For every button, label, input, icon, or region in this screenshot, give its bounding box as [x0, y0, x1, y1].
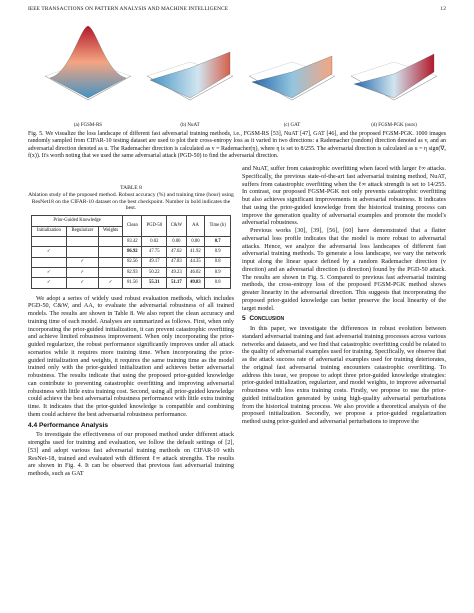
- table-cell: [99, 236, 123, 246]
- subcaption-b: (b) NuAT: [180, 123, 200, 128]
- col-clean: Clean: [123, 216, 142, 237]
- section-title: Conclusion: [249, 315, 285, 323]
- surface-nuat: [142, 18, 238, 118]
- table-cell: 82.56: [123, 257, 142, 267]
- col-weights: Weights: [99, 226, 123, 236]
- table-cell: 49.17: [142, 257, 167, 267]
- paragraph-nuat: and NuAT, suffer from catastrophic overfitting when faced with larger ℓ∞ attacks. Specifically, the previous state-of-the-art fast adversarial training method, NuAT, suffers from catastrophic overfitting when the ℓ∞ attack strength is set to 14/255. In contrast, our proposed FGSM-PGK not only prevents catastrophic overfitting but also achieves significant improvements in adversarial robustness. It indicates that using the prior-guided knowledge from the historical training process can improve the generation quality of adversarial examples and promote the model's adversarial robustness.: [242, 165, 446, 227]
- table-cell: 50.22: [142, 267, 167, 277]
- section-title: Performance Analysis: [39, 421, 109, 429]
- table-cell: 47.83: [167, 257, 186, 267]
- right-column: [242, 165, 446, 426]
- table-cell: 46.02: [186, 267, 205, 277]
- loss-landscape-figure: [40, 18, 440, 130]
- col-pgd50: PGD-50: [142, 216, 167, 237]
- table-cell: ✓: [99, 278, 123, 288]
- table-caption-block: [28, 185, 234, 212]
- table-row: [32, 267, 231, 277]
- surface-gat: [244, 18, 340, 118]
- plot-fgsm-rs: [40, 18, 136, 128]
- table-cell: 86.92: [123, 247, 142, 257]
- table-cell: 47.75: [142, 247, 167, 257]
- table-cell: 0.7: [205, 236, 231, 246]
- table-cell: [32, 257, 67, 267]
- col-cw: C&W: [167, 216, 186, 237]
- table-cell: ✓: [32, 267, 67, 277]
- col-initialization: Initialization: [32, 226, 67, 236]
- table-cell: [99, 267, 123, 277]
- col-time: Time (h): [205, 216, 231, 237]
- subcaption-d: (d) FGSM-PGK (ours): [371, 123, 417, 128]
- table-cell: 55.31: [142, 278, 167, 288]
- table-cell: 41.92: [186, 247, 205, 257]
- table-cell: 0.9: [205, 247, 231, 257]
- paragraph-evaluation: We adopt a series of widely used robust evaluation methods, which includes PGD-50, C&W, and AA, to evaluate the adversarial robustness of all trained models. The results are shown in Table 8. We also report the clean accuracy and training time of each model. Analyses are summarized as follows. First, when only incorporating the prior-guided initialization, it can prevent catastrophic overfitting and achieve limited robustness improvement. When only incorporating the prior-guided regularizer, the robust performance significantly improves under all attack scenarios while it requires more training time. When incorporating the prior-guided initialization and weights, it requires the same training time as the model trained only with the prior-guided initialization and achieves better adversarial robustness. The results indicate that using the proposed prior-guided knowledge can contribute to preventing catastrophic overfitting and improving adversarial robustness with little extra training cost. Second, using all prior-guided knowledge could achieve the best adversarial robustness performance with little extra training time. It indicates that the prior-guided knowledge is compatible and combining them could achieve the best adversarial robustness performance.: [28, 294, 234, 418]
- table-cell: 47.62: [167, 247, 186, 257]
- table-cell: [66, 236, 98, 246]
- running-header: [28, 6, 446, 16]
- section-number: 4.4: [28, 421, 38, 429]
- table-cell: 81.56: [123, 278, 142, 288]
- table-cell: 0.00: [167, 236, 186, 246]
- table-cell: 82.93: [123, 267, 142, 277]
- table-caption: Ablation study of the proposed method. Robust accuracy (%) and training time (hour) using ResNet18 on the CIFAR-10 dataset on the best checkpoint. Number in bold indicates the best.: [28, 191, 234, 212]
- section-4-4-heading: [28, 422, 234, 430]
- page-number: 12: [440, 6, 446, 12]
- table-row: [32, 247, 231, 257]
- table-cell: [99, 247, 123, 257]
- table-cell: ✓: [32, 278, 67, 288]
- surface-fgsm-pgk: [346, 18, 442, 118]
- table-cell: 0.9: [205, 267, 231, 277]
- table-cell: 0.00: [186, 236, 205, 246]
- table-cell: ✓: [66, 267, 98, 277]
- col-regularizer: Regularizer: [66, 226, 98, 236]
- section-number: 5: [242, 315, 246, 323]
- figure-caption: Fig. 5. We visualize the loss landscape of different fast adversarial training methods, i.e., FGSM-RS [53], NuAT [47], GAT [46], and the proposed FGSM-PGK. 1000 images randomly sampled from CIFAR-10 testing dataset are used to plot their cross-entropy loss as it varied in two directions: a Rademacher (random) direction denoted as v, and an adversarial direction denoted as u. The Rademacher direction is calculated as v = Rademacher(η), where η is set to 8/255. The adversarial direction is calculated as u = η sign(∇ₓ f(x)). It's worth noting that we used the same adversarial attack (PGD-50) to find the adversarial direction.: [28, 131, 446, 160]
- section-5-heading: [242, 315, 446, 323]
- table-cell: 0.8: [205, 257, 231, 267]
- plot-nuat: [142, 18, 238, 128]
- table-cell: ✓: [66, 278, 98, 288]
- paragraph-loss-landscape: Previous works [30], [39], [56], [60] have demonstrated that a flatter adversarial loss profile indicates that the model is more robust to adversarial attacks. Hence, we analyze the adversarial loss landscapes of different fast adversarial training methods. To generate a loss landscape, we vary the network input along the linear space defined by a random Rademacher direction (v direction) and an adversarial direction (u direction) found by the PGD-50 attack. The results are shown in Fig. 5. Compared to previous fast adversarial training methods, the cross-entropy loss of the proposed FGSM-PGK method shows greater linearity in the adversarial direction. This suggests that incorporating the proposed prior-guided knowledge can better preserve the local linearity of the target model.: [242, 227, 446, 312]
- table-group-header: Prior-Guided Knowledge: [32, 216, 123, 226]
- table-cell: [32, 236, 67, 246]
- plot-gat: [244, 18, 340, 128]
- table-row: [32, 236, 231, 246]
- table-cell: 49.83: [186, 278, 205, 288]
- ablation-table: [31, 215, 231, 288]
- table-cell: ✓: [66, 257, 98, 267]
- table-cell: [66, 247, 98, 257]
- table-cell: 0.8: [205, 278, 231, 288]
- left-column: [28, 185, 234, 478]
- table-cell: 51.17: [167, 278, 186, 288]
- subcaption-a: (a) FGSM-RS: [73, 123, 103, 128]
- paragraph-conclusion: In this paper, we investigate the differences in robust evolution between standard adversarial training and fast adversarial training processes across various networks and datasets, and we find that catastrophic overfitting could be related to the quality of adversarial examples used for training. Specifically, we observe that as the attack success rate of adversarial examples used for training deteriorates, the original fast adversarial training encounters catastrophic overfitting. To address this issue, we propose to adopt three prior-guided knowledge strategies: prior-guided initialization, regularizer, and model weights, to improve adversarial robustness with less extra training costs. Firstly, we propose to use the prior-guided initialization generated by using high-quality adversarial perturbations from the historical training process. We also provide a theoretical analysis of the proposed initialization. Secondly, we propose a prior-guided regularization method using prior-guided and adversarial perturbations to improve the: [242, 325, 446, 425]
- table-cell: 49.23: [167, 267, 186, 277]
- table-cell: 0.02: [142, 236, 167, 246]
- col-aa: AA: [186, 216, 205, 237]
- table-cell: 83.42: [123, 236, 142, 246]
- table-cell: [99, 257, 123, 267]
- table-body: [32, 236, 231, 288]
- plot-fgsm-pgk: [346, 18, 442, 128]
- table-row: [32, 257, 231, 267]
- paragraph-performance: To investigate the effectiveness of our proposed method under different attack strengths used for training and evaluation, we follow the default settings of [2], [53] and adopt various fast adversarial training methods on CIFAR-10 with ResNet-18, trained and evaluated with different ℓ∞ attack strengths. The results are shown in Fig. 4. It can be observed that previous fast adversarial training methods, such as GAT: [28, 431, 234, 478]
- table-title: TABLE 8: [120, 185, 142, 191]
- journal-title: IEEE TRANSACTIONS ON PATTERN ANALYSIS AND MACHINE INTELLIGENCE: [28, 6, 229, 12]
- surface-fgsm-rs: [40, 18, 136, 118]
- subcaption-c: (c) GAT: [283, 123, 301, 128]
- table-row: [32, 278, 231, 288]
- table-cell: 44.35: [186, 257, 205, 267]
- table-cell: ✓: [32, 247, 67, 257]
